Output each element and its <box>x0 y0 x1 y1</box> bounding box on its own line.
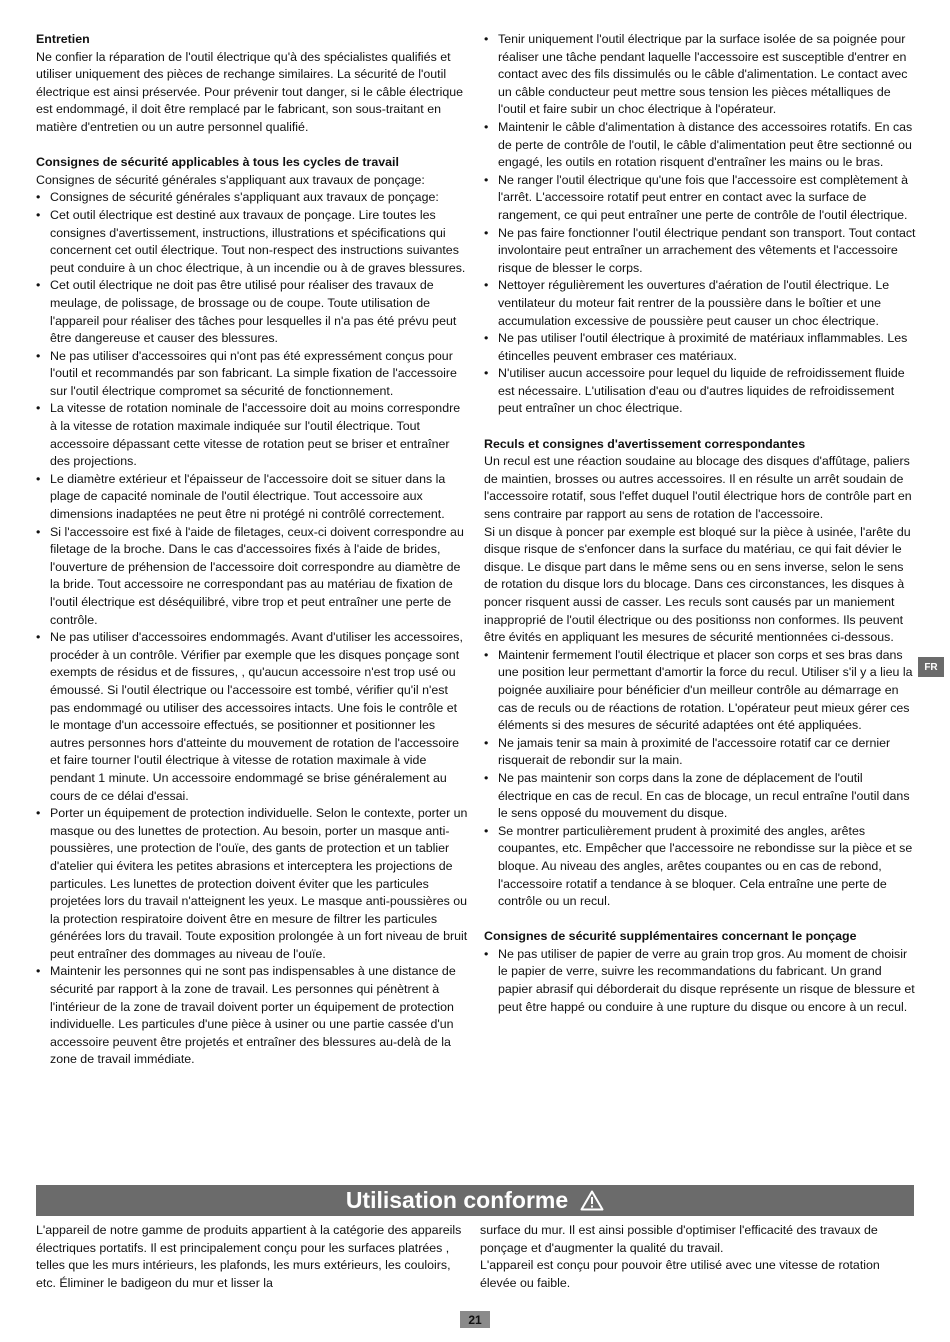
list-item: • Ne jamais tenir sa main à proximité de l'accessoire rotatif car ce dernier risquerait de rebondir sur la main. <box>484 735 916 770</box>
list-item: • N'utiliser aucun accessoire pour lequel du liquide de refroidissement fluide est nécessaire. L'utilisation d'eau ou d'autres liquides de refroidissement peut entraîner un choc électrique. <box>484 365 916 418</box>
list-item: • Tenir uniquement l'outil électrique par la surface isolée de sa poignée pour réaliser une tâche pendant laquelle l'accessoire est susceptible d'entrer en contact avec des fils dissimulés ou le câble d'alimentation. Le contact avec un câble conducteur peut mettre sous tension les pièces métalliques de l'outil et faire subir un choc électrique à l'opérateur. <box>484 31 916 119</box>
consignes-heading: Consignes de sécurité applicables à tous les cycles de travail <box>36 155 399 170</box>
language-tab: FR <box>918 657 944 677</box>
entretien-heading: Entretien <box>36 32 90 46</box>
consignes-intro: Consignes de sécurité générales s'appliquant aux travaux de ponçage: <box>36 172 425 187</box>
list-item: • Maintenir fermement l'outil électrique et placer son corps et ses bras dans une position leur permettant d'amortir la force du recul. Utiliser s'il y a lieu la poignée auxiliaire pour bénéficier d'un meilleur contrôle au démarrage en cas de reculs ou de réactions de rotation. L'opérateur peut mieux gérer ces éléments si des mesures de sécurité adaptées ont été appliquées. <box>484 647 916 735</box>
list-item: • Cet outil électrique est destiné aux travaux de ponçage. Lire toutes les consignes d'avertissement, instructions, illustrations et spécifications qui concernent cet outil électrique. Tout non-respect des instructions suivantes peut conduire à un choc électrique, à un incendie ou à de graves blessures. <box>36 207 468 277</box>
list-item: • Consignes de sécurité générales s'appliquant aux travaux de ponçage: <box>36 189 468 207</box>
section-banner <box>36 1185 914 1216</box>
list-item: • Maintenir le câble d'alimentation à distance des accessoires rotatifs. En cas de perte de contrôle de l'outil, le câble d'alimentation peut être sectionné ou engagé, les outils en rotation risquent d'entraîner les mains ou le bras. <box>484 119 916 172</box>
list-item: • Se montrer particulièrement prudent à proximité des angles, arêtes coupantes, etc. Empêcher que l'accessoire ne rebondisse sur la pièce et se bloque. Au niveau des angles, arêtes coupantes ou en cas de rebond, l'accessoire rotatif a tendance à se bloquer. Cela entraîne une perte de contrôle ou un recul. <box>484 823 916 911</box>
banner-title: Utilisation conforme <box>345 1187 569 1213</box>
page-number: 21 <box>460 1311 490 1328</box>
usage-text-right <box>480 1222 912 1292</box>
list-item: • Ne ranger l'outil électrique qu'une fois que l'accessoire est complètement à l'arrêt. L'accessoire rotatif peut entrer en contact avec la surface de rangement, ce qui peut entraîner une perte de contrôle de l'outil électrique. <box>484 172 916 225</box>
list-item: • Nettoyer régulièrement les ouvertures d'aération de l'outil électrique. Le ventilateur du moteur fait rentrer de la poussière dans le boîtier et une accumulation excessive de poussière peut causer un choc électrique. <box>484 277 916 330</box>
reculs-paragraph-2: Si un disque à poncer par exemple est bloqué sur la pièce à usinée, l'arête du disque risque de s'enfoncer dans la surface du matériau, ce qui fait dévier le disque. Le disque part dans le même sens ou en sens inverse, selon le sens de rotation du disque lors du blocage. Dans ces circonstances, les disques à poncer risquent aussi de casser. Les reculs sont causés par un maniement inapproprié de l'outil électrique ou des positionss non conformes. Ils peuvent être évités en appliquant les mesures de sécurité mentionnées ci-dessous. <box>484 524 911 645</box>
list-item: • Ne pas utiliser d'accessoires qui n'ont pas été expressément conçus pour l'outil et recommandés par son fabricant. La simple fixation de l'accessoire sur l'outil électrique compromet sa sécurité de fonctionnement. <box>36 348 468 401</box>
list-item: • Ne pas utiliser de papier de verre au grain trop gros. Au moment de choisir le papier de verre, suivre les recommandations du fabricant. Un grand papier abrasif qui déborderait du disque représente un risque de blessure et peut être happé ou conduire à une rupture du disque ou encore à un recul. <box>484 946 916 1016</box>
list-item: • Porter un équipement de protection individuelle. Selon le contexte, porter un masque ou des lunettes de protection. Au besoin, porter un masque anti-poussières, une protection de l'ouïe, des gants de protection et un tablier d'atelier qui évitera les petites abrasions et interceptera les projections de particules. Les lunettes de protection doivent éviter que les particules projetées lors du travail n'atteignent les yeux. Le masque anti-poussières ou la protection respiratoire doivent être en mesure de filtrer les particules générées lors du travail. Toute exposition prolongée à un fort niveau de bruit peut entraîner des dommages au niveau de l'ouïe. <box>36 805 468 963</box>
list-item: • Ne pas faire fonctionner l'outil électrique pendant son transport. Tout contact involontaire peut entraîner un arrachement des vêtements et l'accessoire risque de blesser le corps. <box>484 225 916 278</box>
warning-triangle-icon <box>580 1190 604 1211</box>
list-item: • La vitesse de rotation nominale de l'accessoire doit au moins correspondre à la vitesse de rotation maximale indiquée sur l'outil électrique. Tout accessoire dépassant cette vitesse de rotation peut se briser et entraîner des projections. <box>36 400 468 470</box>
reculs-paragraph-1: Un recul est une réaction soudaine au blocage des disques d'affûtage, paliers de maintien, brosses ou autres accessoires. Il en résulte un arrêt soudain de l'accessoire rotatif, sous l'effet duquel l'outil électrique hors de contrôle part en sens contraire par rapport au sens de rotation de l'accessoire. <box>484 454 912 522</box>
usage-paragraph-1: L'appareil de notre gamme de produits appartient à la catégorie des appareils électriques portatifs. Il est principalement conçu pour les surfaces platrées , telles que les murs intérieurs, les plafonds, les murs extérieurs, les couloirs, etc. Éliminer le badigeon du mur et lisser la <box>36 1223 462 1290</box>
consignes-list <box>36 189 468 1069</box>
supplementaires-heading: Consignes de sécurité supplémentaires concernant le ponçage <box>484 929 857 944</box>
usage-paragraph-3: L'appareil est conçu pour pouvoir être utilisé avec une vitesse de rotation élevée ou faible. <box>480 1258 880 1290</box>
right-column <box>484 31 916 1016</box>
supplementaires-list <box>484 946 916 1016</box>
usage-text-left <box>36 1222 468 1292</box>
left-column <box>36 31 468 1069</box>
usage-paragraph-2: surface du mur. Il est ainsi possible d'optimiser l'efficacité des travaux de ponçage et d'augmenter la qualité du travail. <box>480 1223 878 1255</box>
safety-list-continued <box>484 31 916 418</box>
list-item: • Ne pas utiliser d'accessoires endommagés. Avant d'utiliser les accessoires, procéder à un contrôle. Vérifier par exemple que les disques ponçage sont exempts de résidus et de fissures, , qu'aucun accessoire n'est trop usé ou émoussé. Si l'outil électrique ou l'accessoire est tombé, vérifier qu'il n'est pas endommagé ou utiliser des accessoires intacts. Une fois le contrôle et le montage d'un accessoire effectués, se positionner et positionner les autres personnes hors d'atteinte du mouvement de rotation de l'accessoire et faire tourner l'outil électrique à vitesse de rotation maximale à vide pendant 1 minute. Un accessoire endommagé se brise généralement au cours de ce délai d'essai. <box>36 629 468 805</box>
list-item: • Ne pas utiliser l'outil électrique à proximité de matériaux inflammables. Les étincelles peuvent embraser ces matériaux. <box>484 330 916 365</box>
list-item: • Ne pas maintenir son corps dans la zone de déplacement de l'outil électrique en cas de recul. En cas de blocage, un recul entraîne l'outil dans le sens opposé du mouvement du disque. <box>484 770 916 823</box>
entretien-text: Ne confier la réparation de l'outil électrique qu'à des spécialistes qualifiés et utiliser uniquement des pièces de rechange similaires. La sécurité de l'outil électrique est ainsi préservée. Pour prévenir tout danger, si le câble électrique est endommagé, il doit être remplacé par le fabricant, son sous-traitant en matière d'entretien ou un autre personnel qualifié. <box>36 49 464 134</box>
reculs-list <box>484 647 916 911</box>
list-item: • Cet outil électrique ne doit pas être utilisé pour réaliser des travaux de meulage, de polissage, de brossage ou de coupe. Toute utilisation de l'appareil pour réaliser des tâches pour lesquelles il n'a pas été prévu peut être dangereuse et causer des blessures. <box>36 277 468 347</box>
list-item: • Maintenir les personnes qui ne sont pas indispensables à une distance de sécurité par rapport à la zone de travail. Les personnes qui pénètrent à l'intérieur de la zone de travail doivent porter un équipement de protection individuelle. Les particules d'une pièce à usiner ou une partie cassée d'un accessoire peuvent être projetés et entraîner des blessures au-delà de la zone de travail immédiate. <box>36 963 468 1069</box>
list-item: • Le diamètre extérieur et l'épaisseur de l'accessoire doit se situer dans la plage de capacité nominale de l'outil électrique. Tout accessoire aux dimensions inadaptées ne peut être ni protégé ni contrôlé correctement. <box>36 471 468 524</box>
reculs-heading: Reculs et consignes d'avertissement correspondantes <box>484 436 806 451</box>
list-item: • Si l'accessoire est fixé à l'aide de filetages, ceux-ci doivent correspondre au filetage de la broche. Dans le cas d'accessoires fixés à l'aide de brides, l'ouverture de préhension de l'accessoire doit correspondre au diamètre de la bride. Tout accessoire ne correspondant pas au matériau de fixation de l'outil électrique est déséquilibré, vibre trop et peut entraîner une perte de contrôle. <box>36 524 468 630</box>
